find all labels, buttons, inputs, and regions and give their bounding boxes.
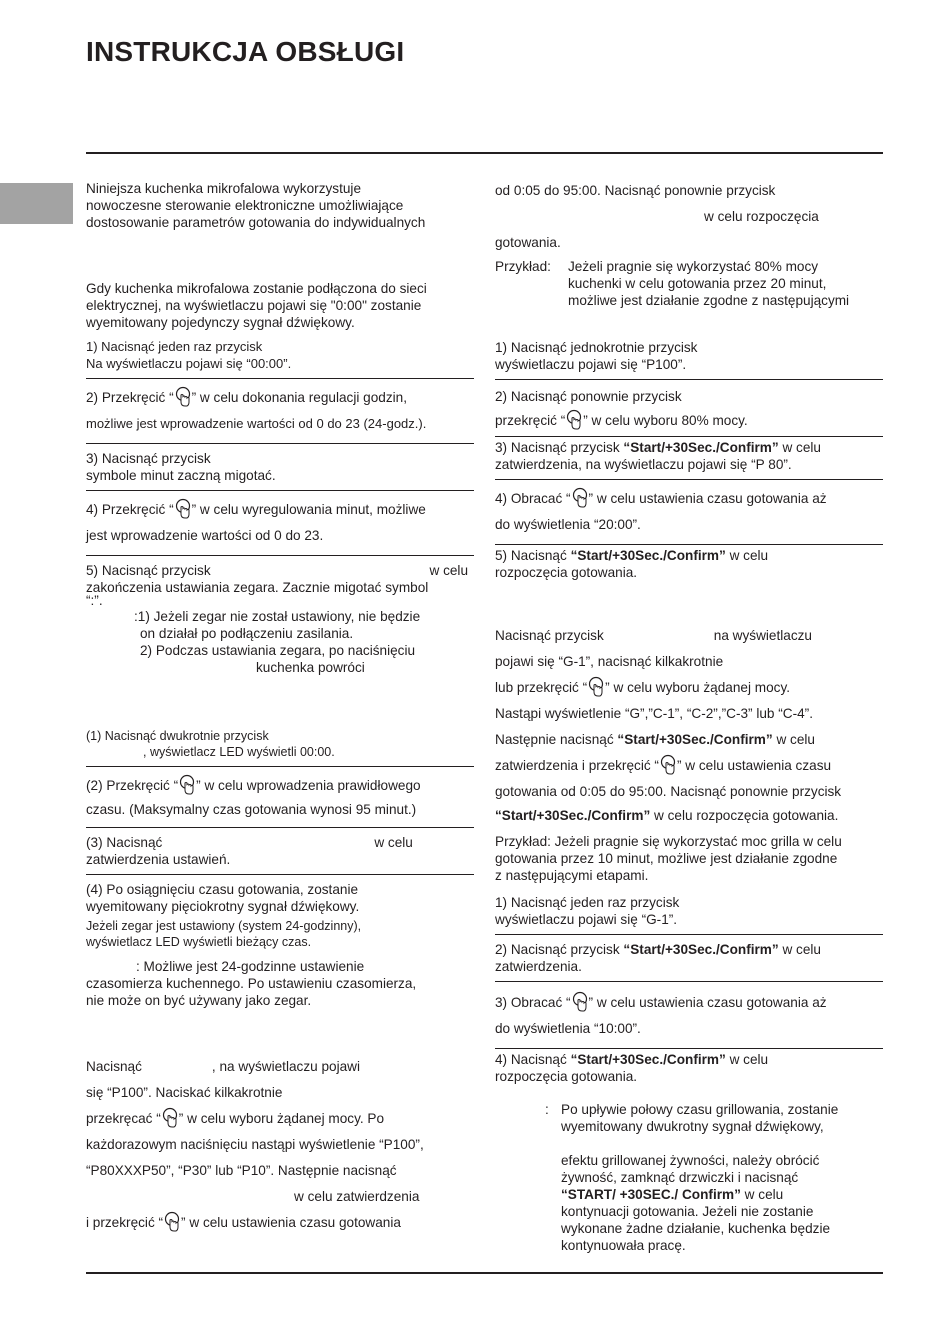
step-text: w celu rozpoczęcia: [704, 209, 819, 224]
step-text: “:”.: [86, 593, 103, 608]
start-confirm-label: “Start/+30Sec./Confirm”: [623, 440, 779, 455]
step-text: 4) Przekręcić “: [86, 502, 174, 517]
step-text: się “P100”. Naciskać kilkakrotnie: [86, 1085, 283, 1100]
example-text: Przykład: Jeżeli pragnie się wykorzystać moc grilla w celu: [495, 834, 842, 849]
micro-step-5: [495, 545, 883, 587]
step-text: Nacisnąć: [86, 1059, 142, 1074]
dial-knob-icon: [164, 1211, 180, 1233]
example-grill: [495, 833, 883, 884]
dial-knob-icon: [572, 991, 588, 1013]
power-on-line: Gdy kuchenka mikrofalowa zostanie podłączona do sieci: [86, 281, 427, 296]
note-text: : Możliwe jest 24-godzinne ustawienie: [136, 959, 365, 974]
microwave-cooking: [86, 1054, 474, 1236]
step-text: ” w celu ustawienia czasu: [676, 758, 832, 773]
example-microwave: [495, 258, 883, 309]
dial-knob-icon: [566, 409, 582, 431]
timer-step-1: [86, 728, 474, 767]
example-text: gotowania przez 10 minut, możliwe jest działanie zgodne: [495, 851, 838, 866]
power-on-text: [86, 278, 474, 334]
note-text: kontynuowała pracę.: [561, 1238, 686, 1253]
step-text: 1) Nacisnąć jeden raz przycisk: [495, 895, 680, 910]
dial-knob-icon: [572, 487, 588, 509]
dial-knob-icon: [175, 498, 191, 520]
note-marker: :: [545, 1102, 549, 1117]
clock-note: [86, 608, 474, 676]
dial-knob-icon: [588, 676, 604, 698]
example-text: możliwe jest działanie zgodne z następującymi: [568, 293, 850, 308]
step-text: ” w celu dokonania regulacji godzin,: [191, 390, 407, 405]
step-text: zatwierdzenia.: [495, 959, 582, 974]
step-text: 5) Nacisnąć: [495, 548, 571, 563]
step-text: 3) Obracać “: [495, 995, 571, 1010]
step-text: Nacisnąć przycisk: [495, 628, 604, 643]
start-confirm-label: “Start/+30Sec./Confirm”: [617, 732, 773, 747]
note-text: :1) Jeżeli zegar nie został ustawiony, nie będzie: [134, 609, 421, 624]
step-text: lub przekręcić “: [495, 680, 588, 695]
bottom-divider: [86, 1272, 883, 1274]
step-text: gotowania.: [495, 235, 561, 250]
step-text: wyświetlacz LED wyświetli bieżący czas.: [86, 935, 312, 949]
micro-step-4: [495, 480, 883, 545]
step-text: , wyświetlacz LED wyświetli 00:00.: [143, 745, 335, 759]
note-text: czasomierza kuchennego. Po ustawieniu czasomierza,: [86, 976, 417, 991]
step-text: Jeżeli zegar jest ustawiony (system 24-godzinny),: [86, 919, 362, 933]
power-on-line: wyemitowany pojedynczy sygnał dźwiękowy.: [86, 315, 355, 330]
step-text: (3) Nacisnąć: [86, 835, 163, 850]
section-tab: [0, 183, 73, 224]
timer-note: [86, 958, 474, 1009]
note-text: Po upływie połowy czasu grillowania, zostanie: [561, 1102, 839, 1117]
step-text: w celu: [778, 942, 821, 957]
step-text: w celu: [725, 548, 769, 563]
grill-step-2: [495, 935, 883, 982]
step-text: rozpoczęcia gotowania.: [495, 565, 638, 580]
dial-knob-icon: [179, 774, 195, 796]
step-text: 4) Nacisnąć: [495, 1052, 571, 1067]
intro-line: dostosowanie parametrów gotowania do indywidualnych: [86, 215, 426, 230]
step-text: wyświetlaczu pojawi się “P100”.: [495, 357, 687, 372]
clock-step-1: [86, 334, 474, 379]
step-text: , na wyświetlaczu pojawi: [211, 1059, 361, 1074]
note-text: w celu: [740, 1187, 784, 1202]
note-text: wykonane żadne działanie, kuchenka będzie: [561, 1221, 831, 1236]
step-text: przekręcić “: [495, 413, 566, 428]
dial-knob-icon: [660, 754, 676, 776]
step-text: symbole minut zaczną migotać.: [86, 468, 276, 483]
step-text: od 0:05 do 95:00. Nacisnąć ponownie przycisk: [495, 183, 776, 198]
step-text: ” w celu ustawienia czasu gotowania: [181, 1215, 401, 1230]
step-text: jest wprowadzenie wartości od 0 do 23.: [86, 528, 324, 543]
step-text: na wyświetlaczu: [713, 628, 812, 643]
step-text: możliwe jest wprowadzenie wartości od 0 do 23 (24-godz.).: [86, 416, 427, 431]
note-text: kuchenka powróci: [256, 660, 365, 675]
step-text: wyświetlaczu pojawi się “G-1”.: [495, 912, 678, 927]
step-text: ” w celu wyboru żądanej mocy. Po: [178, 1111, 385, 1126]
step-text: 2) Przekręcić “: [86, 390, 174, 405]
note-text: on działał po podłączeniu zasilania.: [140, 626, 354, 641]
example-text: z następującymi etapami.: [495, 868, 649, 883]
note-text: nie może on być używany jako zegar.: [86, 993, 312, 1008]
step-text: w celu: [429, 563, 468, 578]
step-text: “P80XXXP50”, “P30” lub “P10”. Następnie nacisnąć: [86, 1163, 397, 1178]
step-text: ” w celu ustawienia czasu gotowania aż: [588, 995, 827, 1010]
example-text: kuchenki w celu gotowania przez 20 minut,: [568, 276, 827, 291]
step-text: 2) Nacisnąć przycisk: [495, 942, 624, 957]
step-text: zatwierdzenia i przekręcić “: [495, 758, 659, 773]
timer-step-2: [86, 767, 474, 828]
right-column: [495, 178, 883, 1254]
step-text: Na wyświetlaczu pojawi się “00:00”.: [86, 356, 292, 371]
clock-step-3: [86, 444, 474, 491]
power-on-line: elektrycznej, na wyświetlaczu pojawi się "0:00" zostanie: [86, 298, 422, 313]
step-text: ” w celu wyregulowania minut, możliwe: [191, 502, 426, 517]
step-text: rozpoczęcia gotowania.: [495, 1069, 638, 1084]
step-text: 1) Nacisnąć jednokrotnie przycisk: [495, 340, 698, 355]
step-text: (4) Po osiągnięciu czasu gotowania, zostanie: [86, 882, 359, 897]
step-text: 4) Obracać “: [495, 491, 571, 506]
step-text: Następnie nacisnąć: [495, 732, 618, 747]
step-text: do wyświetlenia “10:00”.: [495, 1021, 641, 1036]
step-text: w celu rozpoczęcia gotowania.: [650, 808, 839, 823]
step-text: 2) Nacisnąć ponownie przycisk: [495, 389, 682, 404]
timer-step-4: [86, 875, 474, 956]
grill-step-3: [495, 982, 883, 1049]
top-divider: [86, 152, 883, 154]
dial-knob-icon: [175, 386, 191, 408]
example-text: Jeżeli pragnie się wykorzystać 80% mocy: [568, 259, 819, 274]
step-text: 3) Nacisnąć przycisk: [495, 440, 624, 455]
start-confirm-label: “Start/+30Sec./Confirm”: [570, 548, 726, 563]
step-text: zakończenia ustawiania zegara. Zacznie migotać symbol: [86, 580, 429, 595]
step-text: w celu zatwierdzenia: [294, 1189, 420, 1204]
note-text: wyemitowany dwukrotny sygnał dźwiękowy,: [561, 1119, 824, 1134]
clock-step-5: [86, 556, 474, 612]
step-text: (2) Przekręcić “: [86, 778, 179, 793]
intro-text: [86, 178, 474, 234]
micro-step-2: [495, 380, 883, 437]
step-text: każdorazowym naciśnięciu nastąpi wyświetlenie “P100”,: [86, 1137, 424, 1152]
dial-knob-icon: [162, 1107, 178, 1129]
note-text: żywność, zamknąć drzwiczki i nacisnąć: [561, 1170, 799, 1185]
step-text: w celu: [778, 440, 821, 455]
step-text: 5) Nacisnąć przycisk: [86, 563, 211, 578]
start-confirm-label: “Start/+30Sec./Confirm”: [623, 942, 779, 957]
grill-step-1: [495, 884, 883, 935]
grill-note: [495, 1101, 883, 1254]
micro-step-3: [495, 437, 883, 480]
step-text: zatwierdzenia ustawień.: [86, 852, 231, 867]
intro-line: nowoczesne sterowanie elektroniczne umożliwiające: [86, 198, 404, 213]
grill-cooking: [495, 623, 883, 827]
step-text: ” w celu wprowadzenia prawidłowego: [196, 778, 421, 793]
step-text: wyemitowany pięciokrotny sygnał dźwiękowy.: [86, 899, 360, 914]
step-text: gotowania od 0:05 do 95:00. Nacisnąć ponownie przycisk: [495, 784, 842, 799]
start-confirm-label: “Start/+30Sec./Confirm”: [570, 1052, 726, 1067]
clock-step-2: [86, 379, 474, 444]
note-text: 2) Podczas ustawiania zegara, po naciśnięciu: [140, 643, 416, 658]
step-text: pojawi się “G-1”, nacisnąć kilkakrotnie: [495, 654, 724, 669]
step-text: 1) Nacisnąć jeden raz przycisk: [86, 339, 263, 354]
note-text: kontynuacji gotowania. Jeżeli nie zostanie: [561, 1204, 814, 1219]
step-text: (1) Nacisnąć dwukrotnie przycisk: [86, 729, 269, 743]
clock-step-4: [86, 491, 474, 556]
step-text: i przekręcić “: [86, 1215, 164, 1230]
left-column: [86, 178, 474, 1236]
grill-step-4: [495, 1049, 883, 1091]
step-text: zatwierdzenia, na wyświetlaczu pojawi się “P 80”.: [495, 457, 792, 472]
step-text: czasu. (Maksymalny czas gotowania wynosi 95 minut.): [86, 802, 417, 817]
start-confirm-label: “Start/+30Sec./Confirm”: [495, 808, 651, 823]
note-text: efektu grillowanej żywności, należy obrócić: [561, 1153, 820, 1168]
step-text: w celu: [725, 1052, 769, 1067]
start-confirm-label: “START/ +30SEC./ Confirm”: [561, 1187, 741, 1202]
timer-step-3: [86, 828, 474, 875]
micro-step-1: [495, 333, 883, 380]
page-title: INSTRUKCJA OBSŁUGI: [86, 36, 405, 67]
step-text: 3) Nacisnąć przycisk: [86, 451, 211, 466]
step-text: ” w celu wyboru 80% mocy.: [583, 413, 748, 428]
step-text: w celu: [772, 732, 815, 747]
step-text: ” w celu ustawienia czasu gotowania aż: [588, 491, 827, 506]
step-text: Nastąpi wyświetlenie “G”,”C-1”, “C-2”,”C-3” lub “C-4”.: [495, 706, 813, 721]
intro-line: Niniejsza kuchenka mikrofalowa wykorzystuje: [86, 181, 362, 196]
step-text: w celu: [374, 835, 413, 850]
step-text: przekręcać “: [86, 1111, 161, 1126]
step-text: do wyświetlenia “20:00”.: [495, 517, 641, 532]
example-label: Przykład:: [495, 259, 551, 274]
step-text: ” w celu wyboru żądanej mocy.: [605, 680, 791, 695]
